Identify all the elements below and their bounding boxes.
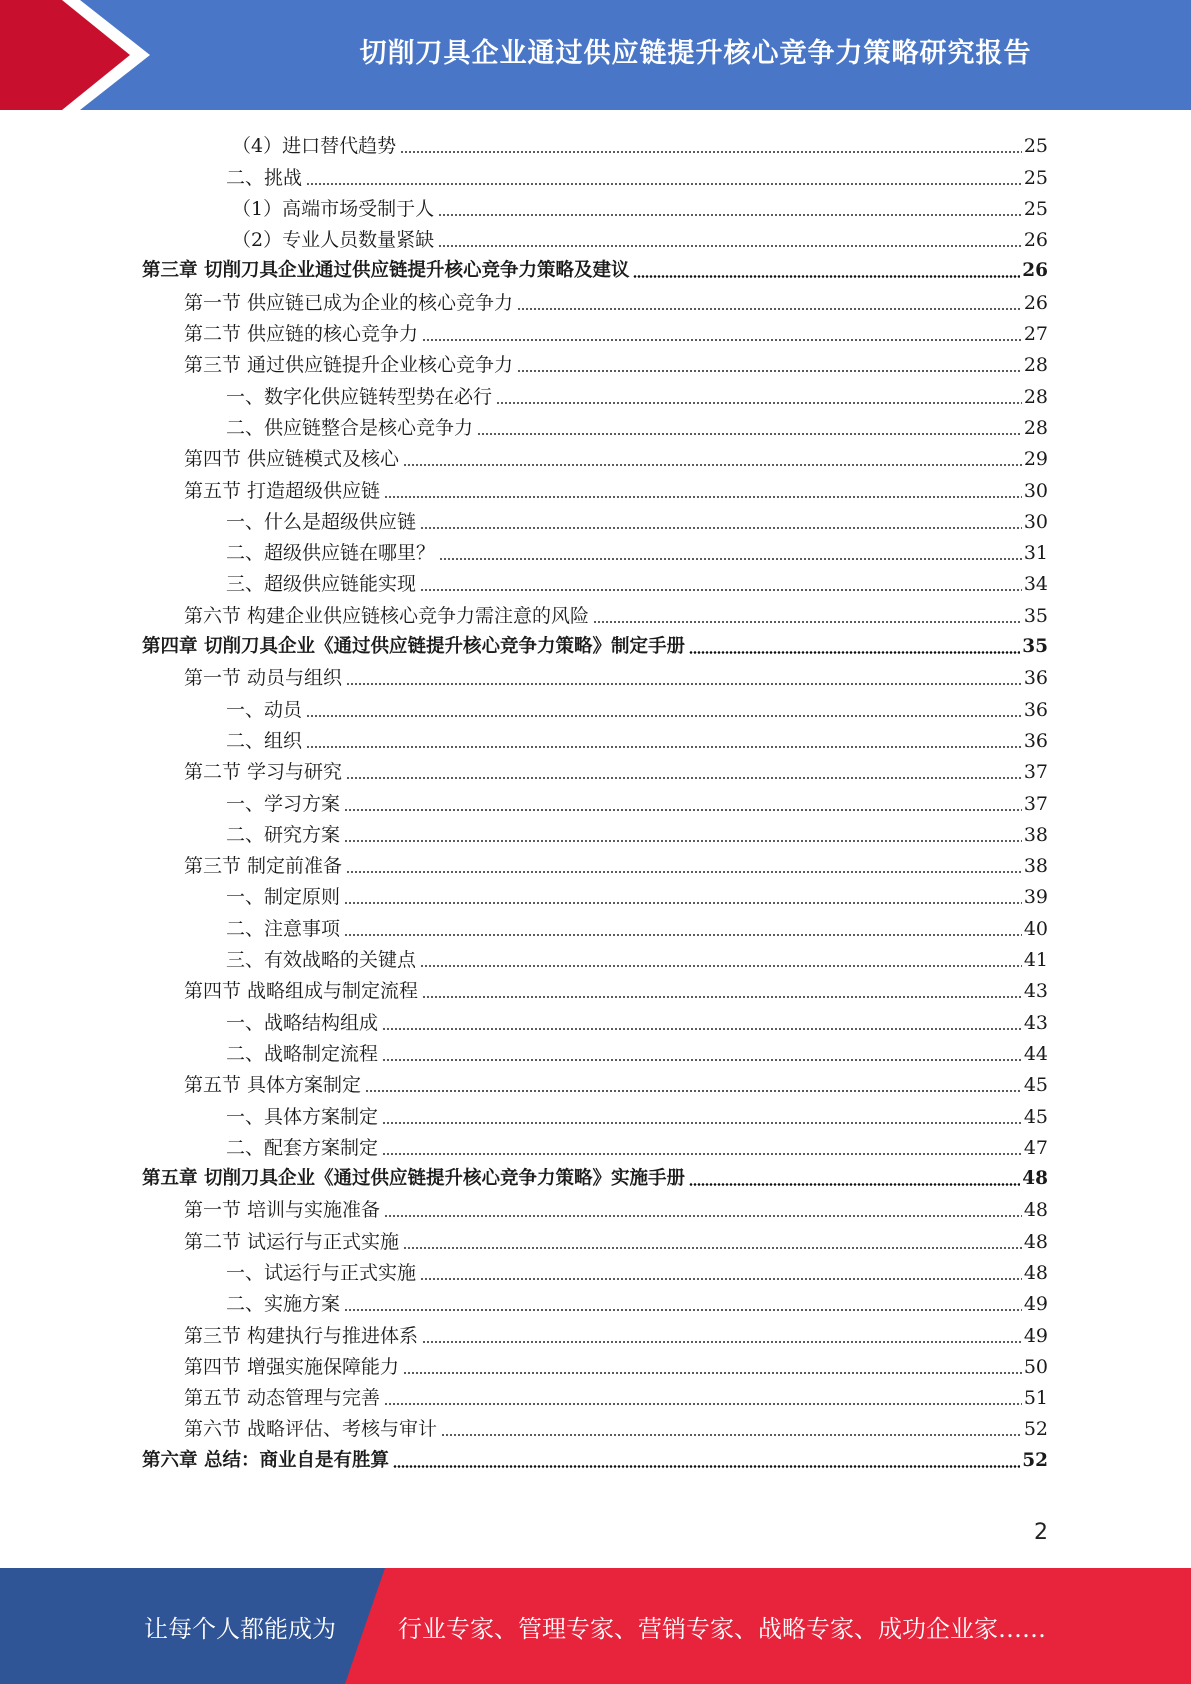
toc-entry-title: 第六节 战略评估、考核与审计 bbox=[184, 1418, 438, 1441]
toc-entry-title: 二、供应链整合是核心竞争力 bbox=[226, 416, 474, 439]
toc-chapter-entry[interactable] bbox=[142, 1442, 1048, 1473]
toc-subsection-entry[interactable] bbox=[142, 1255, 1048, 1286]
page-header bbox=[0, 0, 1191, 110]
toc-entry-title: （1）高端市场受制于人 bbox=[232, 197, 435, 220]
toc-dot-leader bbox=[477, 433, 1022, 435]
toc-dot-leader bbox=[344, 809, 1022, 811]
toc-entry-title: 一、具体方案制定 bbox=[226, 1105, 379, 1128]
toc-entry-title: 第四节 增强实施保障能力 bbox=[184, 1355, 400, 1378]
toc-entry-page: 43 bbox=[1023, 980, 1048, 1003]
toc-entry-page: 37 bbox=[1023, 761, 1048, 784]
toc-section-entry[interactable] bbox=[142, 1349, 1048, 1380]
toc-entry-page: 25 bbox=[1023, 197, 1048, 220]
toc-entry-page: 49 bbox=[1023, 1324, 1048, 1347]
toc-entry-page: 25 bbox=[1023, 166, 1048, 189]
toc-entry-page: 25 bbox=[1023, 135, 1048, 158]
toc-entry-title: 第五章 切削刀具企业《通过供应链提升核心竞争力策略》实施手册 bbox=[142, 1168, 685, 1190]
toc-entry-page: 52 bbox=[1023, 1418, 1048, 1441]
toc-section-entry[interactable] bbox=[142, 472, 1048, 503]
toc-dot-leader bbox=[384, 496, 1022, 498]
toc-subsection-entry[interactable] bbox=[142, 1004, 1048, 1035]
toc-entry-title: 第五节 动态管理与完善 bbox=[184, 1387, 381, 1410]
toc-entry-title: 一、战略结构组成 bbox=[226, 1011, 379, 1034]
toc-chapter-entry[interactable] bbox=[142, 1161, 1048, 1192]
toc-entry-page: 48 bbox=[1023, 1199, 1048, 1222]
toc-dot-leader bbox=[438, 245, 1022, 247]
toc-section-entry[interactable] bbox=[142, 441, 1048, 472]
toc-section-entry[interactable] bbox=[142, 973, 1048, 1004]
toc-entry-page: 27 bbox=[1023, 323, 1048, 346]
toc-dot-leader bbox=[403, 1372, 1022, 1374]
toc-entry-title: 二、战略制定流程 bbox=[226, 1042, 379, 1065]
toc-entry-title: 第三章 切削刀具企业通过供应链提升核心竞争力策略及建议 bbox=[142, 260, 630, 282]
toc-section-entry[interactable] bbox=[142, 1411, 1048, 1442]
toc-entry-title: 第三节 制定前准备 bbox=[184, 855, 343, 878]
toc-entry-page: 49 bbox=[1023, 1293, 1048, 1316]
toc-dot-leader bbox=[420, 1278, 1022, 1280]
toc-entry-page: 35 bbox=[1022, 636, 1048, 658]
toc-entry-title: 第五节 具体方案制定 bbox=[184, 1074, 362, 1097]
toc-entry-page: 48 bbox=[1023, 1230, 1048, 1253]
toc-entry-title: 三、有效战略的关键点 bbox=[226, 949, 417, 972]
toc-dot-leader bbox=[517, 370, 1022, 372]
toc-section-entry[interactable] bbox=[142, 848, 1048, 879]
toc-section-entry[interactable] bbox=[142, 1223, 1048, 1254]
toc-entry-title: 第二节 试运行与正式实施 bbox=[184, 1230, 400, 1253]
toc-entry-page: 45 bbox=[1023, 1105, 1048, 1128]
toc-subsection-entry[interactable] bbox=[142, 1098, 1048, 1129]
toc-dot-leader bbox=[344, 902, 1022, 904]
toc-entry-page: 34 bbox=[1023, 573, 1048, 596]
page-footer bbox=[0, 1568, 1191, 1684]
toc-dot-leader bbox=[344, 934, 1022, 936]
toc-entry-page: 45 bbox=[1023, 1074, 1048, 1097]
page-number: 2 bbox=[1034, 1520, 1048, 1545]
toc-section-entry[interactable] bbox=[142, 1380, 1048, 1411]
toc-subsection-entry[interactable] bbox=[142, 504, 1048, 535]
toc-dot-leader bbox=[346, 871, 1022, 873]
toc-entry-title: 二、实施方案 bbox=[226, 1293, 341, 1316]
toc-entry-title: 一、什么是超级供应链 bbox=[226, 510, 417, 533]
toc-entry-page: 28 bbox=[1023, 416, 1048, 439]
toc-entry-page: 50 bbox=[1023, 1355, 1048, 1378]
toc-entry-title: 第四节 供应链模式及核心 bbox=[184, 448, 400, 471]
toc-entry-title: 一、制定原则 bbox=[226, 886, 341, 909]
toc-dot-leader bbox=[422, 1341, 1022, 1343]
toc-entry-title: 二、挑战 bbox=[226, 166, 303, 189]
toc-subsection-entry[interactable] bbox=[142, 378, 1048, 409]
toc-dot-leader bbox=[420, 589, 1022, 591]
toc-dot-leader bbox=[496, 402, 1022, 404]
toc-subsection-entry[interactable] bbox=[142, 879, 1048, 910]
toc-entry-page: 44 bbox=[1023, 1042, 1048, 1065]
toc-entry-page: 41 bbox=[1023, 949, 1048, 972]
toc-entry-title: 第一节 供应链已成为企业的核心竞争力 bbox=[184, 291, 514, 314]
toc-dot-leader bbox=[689, 651, 1020, 654]
toc-dot-leader bbox=[346, 683, 1022, 685]
toc-entry-page: 52 bbox=[1022, 1449, 1048, 1471]
toc-section-entry[interactable] bbox=[142, 316, 1048, 347]
toc-entry-page: 26 bbox=[1023, 291, 1048, 314]
toc-entry-title: 一、学习方案 bbox=[226, 792, 341, 815]
table-of-contents bbox=[142, 128, 1048, 1474]
toc-dot-leader bbox=[382, 1028, 1022, 1030]
toc-section-entry[interactable] bbox=[142, 660, 1048, 691]
document-title: 切削刀具企业通过供应链提升核心竞争力策略研究报告 bbox=[359, 37, 1032, 69]
toc-subsection-entry[interactable] bbox=[142, 128, 1048, 159]
toc-subsection-entry[interactable] bbox=[142, 723, 1048, 754]
footer-slogan-right: 行业专家、管理专家、营销专家、战略专家、成功企业家…… bbox=[398, 1614, 1046, 1643]
toc-entry-title: 第二节 供应链的核心竞争力 bbox=[184, 323, 419, 346]
toc-entry-page: 43 bbox=[1023, 1011, 1048, 1034]
toc-dot-leader bbox=[344, 1309, 1022, 1311]
toc-dot-leader bbox=[422, 339, 1022, 341]
toc-dot-leader bbox=[403, 1247, 1022, 1249]
toc-entry-page: 38 bbox=[1023, 823, 1048, 846]
toc-entry-title: 一、试运行与正式实施 bbox=[226, 1261, 417, 1284]
toc-dot-leader bbox=[420, 527, 1022, 529]
toc-entry-page: 28 bbox=[1023, 354, 1048, 377]
toc-entry-title: 第一节 动员与组织 bbox=[184, 667, 343, 690]
toc-section-entry[interactable] bbox=[142, 1067, 1048, 1098]
toc-entry-title: 第三节 构建执行与推进体系 bbox=[184, 1324, 419, 1347]
toc-entry-title: 二、超级供应链在哪里？ bbox=[226, 542, 436, 565]
toc-entry-title: 第一节 培训与实施准备 bbox=[184, 1199, 381, 1222]
toc-dot-leader bbox=[382, 1153, 1022, 1155]
toc-entry-title: （2）专业人员数量紧缺 bbox=[232, 229, 435, 252]
toc-chapter-entry[interactable] bbox=[142, 253, 1048, 284]
toc-entry-title: 二、配套方案制定 bbox=[226, 1136, 379, 1159]
toc-entry-title: 第四节 战略组成与制定流程 bbox=[184, 980, 419, 1003]
toc-entry-page: 47 bbox=[1023, 1136, 1048, 1159]
toc-subsection-entry[interactable] bbox=[142, 785, 1048, 816]
toc-entry-title: 二、组织 bbox=[226, 729, 303, 752]
toc-entry-page: 30 bbox=[1023, 510, 1048, 533]
toc-entry-page: 29 bbox=[1023, 448, 1048, 471]
toc-dot-leader bbox=[344, 840, 1022, 842]
toc-dot-leader bbox=[306, 715, 1022, 717]
toc-dot-leader bbox=[400, 151, 1022, 153]
toc-dot-leader bbox=[403, 464, 1022, 466]
toc-entry-page: 48 bbox=[1023, 1261, 1048, 1284]
toc-dot-leader bbox=[422, 996, 1022, 998]
toc-dot-leader bbox=[393, 1465, 1020, 1468]
toc-entry-page: 26 bbox=[1022, 260, 1048, 282]
toc-section-entry[interactable] bbox=[142, 1317, 1048, 1348]
toc-dot-leader bbox=[365, 1090, 1022, 1092]
toc-entry-page: 39 bbox=[1023, 886, 1048, 909]
toc-entry-title: 三、超级供应链能实现 bbox=[226, 573, 417, 596]
toc-entry-page: 28 bbox=[1023, 385, 1048, 408]
toc-entry-page: 40 bbox=[1023, 917, 1048, 940]
toc-subsection-entry[interactable] bbox=[142, 410, 1048, 441]
toc-entry-title: 第二节 学习与研究 bbox=[184, 761, 343, 784]
toc-entry-page: 36 bbox=[1023, 667, 1048, 690]
toc-dot-leader bbox=[384, 1215, 1022, 1217]
toc-subsection-entry[interactable] bbox=[142, 1130, 1048, 1161]
toc-section-entry[interactable] bbox=[142, 1192, 1048, 1223]
toc-entry-page: 30 bbox=[1023, 479, 1048, 502]
toc-subsection-entry[interactable] bbox=[142, 159, 1048, 190]
toc-subsection-entry[interactable] bbox=[142, 1036, 1048, 1067]
toc-entry-title: 第三节 通过供应链提升企业核心竞争力 bbox=[184, 354, 514, 377]
footer-slogan-left: 让每个人都能成为 bbox=[144, 1614, 336, 1643]
toc-entry-page: 37 bbox=[1023, 792, 1048, 815]
toc-subsection-entry[interactable] bbox=[142, 535, 1048, 566]
toc-dot-leader bbox=[306, 746, 1022, 748]
toc-entry-page: 35 bbox=[1023, 604, 1048, 627]
toc-entry-title: 二、注意事项 bbox=[226, 917, 341, 940]
toc-entry-title: 一、数字化供应链转型势在必行 bbox=[226, 385, 493, 408]
toc-dot-leader bbox=[382, 1122, 1022, 1124]
toc-dot-leader bbox=[438, 214, 1022, 216]
toc-subsection-entry[interactable] bbox=[142, 566, 1048, 597]
toc-section-entry[interactable] bbox=[142, 597, 1048, 628]
toc-entry-page: 36 bbox=[1023, 698, 1048, 721]
toc-dot-leader bbox=[517, 308, 1022, 310]
toc-subsection-entry[interactable] bbox=[142, 910, 1048, 941]
toc-entry-page: 26 bbox=[1023, 229, 1048, 252]
toc-dot-leader bbox=[593, 621, 1022, 623]
toc-entry-title: 二、研究方案 bbox=[226, 823, 341, 846]
toc-subsection-entry[interactable] bbox=[142, 942, 1048, 973]
toc-entry-title: 第六章 总结：商业自是有胜算 bbox=[142, 1449, 389, 1471]
toc-dot-leader bbox=[689, 1183, 1020, 1186]
toc-section-entry[interactable] bbox=[142, 284, 1048, 315]
toc-subsection-entry[interactable] bbox=[142, 1286, 1048, 1317]
toc-section-entry[interactable] bbox=[142, 347, 1048, 378]
toc-dot-leader bbox=[441, 1434, 1022, 1436]
toc-entry-title: 第六节 构建企业供应链核心竞争力需注意的风险 bbox=[184, 604, 590, 627]
toc-entry-title: 一、动员 bbox=[226, 698, 303, 721]
toc-dot-leader bbox=[420, 965, 1022, 967]
toc-entry-page: 51 bbox=[1023, 1387, 1048, 1410]
toc-section-entry[interactable] bbox=[142, 754, 1048, 785]
toc-entry-page: 48 bbox=[1022, 1168, 1048, 1190]
toc-entry-page: 31 bbox=[1023, 542, 1048, 565]
toc-dot-leader bbox=[633, 275, 1020, 278]
toc-dot-leader bbox=[384, 1403, 1022, 1405]
toc-entry-page: 36 bbox=[1023, 729, 1048, 752]
toc-entry-title: 第五节 打造超级供应链 bbox=[184, 479, 381, 502]
toc-subsection-entry[interactable] bbox=[142, 222, 1048, 253]
toc-entry-title: （4）进口替代趋势 bbox=[232, 135, 397, 158]
toc-dot-leader bbox=[346, 777, 1022, 779]
toc-subsection-entry[interactable] bbox=[142, 691, 1048, 722]
toc-subsection-entry[interactable] bbox=[142, 191, 1048, 222]
toc-dot-leader bbox=[382, 1059, 1022, 1061]
toc-dot-leader bbox=[439, 558, 1022, 560]
toc-subsection-entry[interactable] bbox=[142, 817, 1048, 848]
toc-chapter-entry[interactable] bbox=[142, 629, 1048, 660]
toc-entry-page: 38 bbox=[1023, 855, 1048, 878]
toc-dot-leader bbox=[306, 183, 1022, 185]
toc-entry-title: 第四章 切削刀具企业《通过供应链提升核心竞争力策略》制定手册 bbox=[142, 636, 685, 658]
header-arrow-decoration bbox=[0, 0, 160, 110]
